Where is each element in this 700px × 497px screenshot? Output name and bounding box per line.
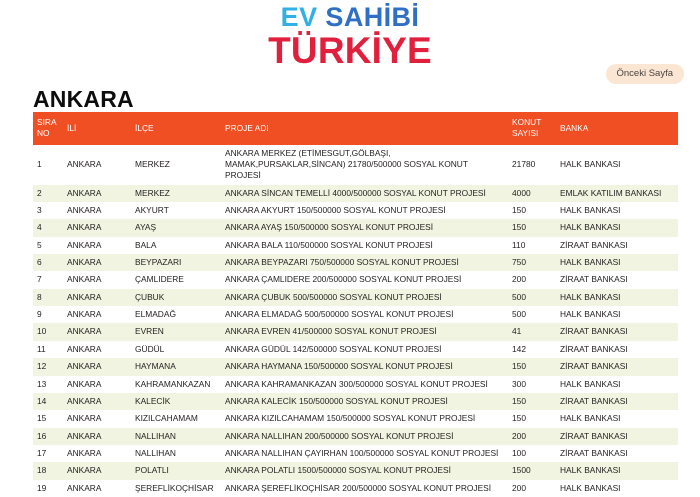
cell-ilce: BEYPAZARI	[131, 254, 221, 271]
cell-ilce: EVREN	[131, 323, 221, 340]
cell-banka: ZİRAAT BANKASI	[556, 445, 678, 462]
cell-il: ANKARA	[63, 376, 131, 393]
cell-banka: HALK BANKASI	[556, 145, 678, 185]
cell-ilce: KAHRAMANKAZAN	[131, 376, 221, 393]
cell-konut-sayisi: 750	[508, 254, 556, 271]
cell-il: ANKARA	[63, 202, 131, 219]
cell-il: ANKARA	[63, 219, 131, 236]
cell-proje-adi: ANKARA BEYPAZARI 750/500000 SOSYAL KONUT PROJESİ	[221, 254, 508, 271]
table-header-row	[33, 112, 678, 145]
cell-il: ANKARA	[63, 341, 131, 358]
cell-banka: EMLAK KATILIM BANKASI	[556, 185, 678, 202]
table-row[interactable]	[33, 185, 678, 202]
cell-il: ANKARA	[63, 410, 131, 427]
cell-il: ANKARA	[63, 145, 131, 185]
housing-projects-table	[33, 112, 678, 497]
cell-banka: HALK BANKASI	[556, 289, 678, 306]
cell-sira-no: 9	[33, 306, 63, 323]
cell-sira-no: 5	[33, 237, 63, 254]
page-title: ANKARA	[33, 86, 134, 112]
cell-sira-no: 16	[33, 428, 63, 445]
cell-sira-no: 19	[33, 480, 63, 497]
cell-proje-adi: ANKARA MERKEZ (ETİMESGUT,GÖLBAŞI, MAMAK,PURSAKLAR,SİNCAN) 21780/500000 SOSYAL KONUT PROJESİ	[221, 145, 508, 185]
cell-proje-adi: ANKARA SİNCAN TEMELLİ 4000/500000 SOSYAL KONUT PROJESİ	[221, 185, 508, 202]
table-body	[33, 145, 678, 497]
cell-sira-no: 11	[33, 341, 63, 358]
cell-ilce: KALECİK	[131, 393, 221, 410]
cell-konut-sayisi: 150	[508, 410, 556, 427]
cell-il: ANKARA	[63, 480, 131, 497]
cell-il: ANKARA	[63, 323, 131, 340]
cell-il: ANKARA	[63, 445, 131, 462]
cell-proje-adi: ANKARA ÇUBUK 500/500000 SOSYAL KONUT PROJESİ	[221, 289, 508, 306]
cell-ilce: AKYURT	[131, 202, 221, 219]
table-row[interactable]	[33, 376, 678, 393]
cell-sira-no: 1	[33, 145, 63, 185]
cell-ilce: POLATLI	[131, 462, 221, 479]
column-header-proje-adi: PROJE ADI	[221, 112, 508, 145]
cell-proje-adi: ANKARA GÜDÜL 142/500000 SOSYAL KONUT PROJESİ	[221, 341, 508, 358]
cell-ilce: NALLIHAN	[131, 445, 221, 462]
cell-konut-sayisi: 21780	[508, 145, 556, 185]
cell-sira-no: 2	[33, 185, 63, 202]
cell-ilce: HAYMANA	[131, 358, 221, 375]
cell-banka: ZİRAAT BANKASI	[556, 358, 678, 375]
cell-konut-sayisi: 110	[508, 237, 556, 254]
cell-sira-no: 7	[33, 271, 63, 288]
cell-ilce: MERKEZ	[131, 185, 221, 202]
cell-banka: ZİRAAT BANKASI	[556, 393, 678, 410]
cell-proje-adi: ANKARA ŞEREFLİKOÇHİSAR 200/500000 SOSYAL KONUT PROJESİ	[221, 480, 508, 497]
cell-banka: HALK BANKASI	[556, 306, 678, 323]
cell-ilce: ÇUBUK	[131, 289, 221, 306]
cell-proje-adi: ANKARA KIZILCAHAMAM 150/500000 SOSYAL KONUT PROJESİ	[221, 410, 508, 427]
cell-konut-sayisi: 100	[508, 445, 556, 462]
column-header-ilce: İLÇE	[131, 112, 221, 145]
cell-konut-sayisi: 200	[508, 480, 556, 497]
cell-ilce: MERKEZ	[131, 145, 221, 185]
cell-konut-sayisi: 41	[508, 323, 556, 340]
cell-konut-sayisi: 500	[508, 289, 556, 306]
cell-ilce: ÇAMLIDERE	[131, 271, 221, 288]
cell-il: ANKARA	[63, 358, 131, 375]
cell-ilce: ŞEREFLİKOÇHİSAR	[131, 480, 221, 497]
cell-sira-no: 18	[33, 462, 63, 479]
table-header	[33, 112, 678, 145]
cell-konut-sayisi: 150	[508, 393, 556, 410]
cell-banka: ZİRAAT BANKASI	[556, 237, 678, 254]
logo-word-sahibi: SAHİBİ	[325, 2, 420, 32]
cell-proje-adi: ANKARA AYAŞ 150/500000 SOSYAL KONUT PROJESİ	[221, 219, 508, 236]
cell-il: ANKARA	[63, 237, 131, 254]
cell-konut-sayisi: 142	[508, 341, 556, 358]
cell-proje-adi: ANKARA NALLIHAN ÇAYIRHAN 100/500000 SOSYAL KONUT PROJESİ	[221, 445, 508, 462]
cell-sira-no: 8	[33, 289, 63, 306]
cell-il: ANKARA	[63, 289, 131, 306]
cell-il: ANKARA	[63, 306, 131, 323]
cell-banka: HALK BANKASI	[556, 376, 678, 393]
cell-il: ANKARA	[63, 185, 131, 202]
cell-proje-adi: ANKARA ÇAMLIDERE 200/500000 SOSYAL KONUT PROJESİ	[221, 271, 508, 288]
cell-sira-no: 4	[33, 219, 63, 236]
cell-il: ANKARA	[63, 393, 131, 410]
table-row[interactable]	[33, 202, 678, 219]
cell-konut-sayisi: 200	[508, 271, 556, 288]
table-row[interactable]	[33, 358, 678, 375]
cell-il: ANKARA	[63, 254, 131, 271]
cell-proje-adi: ANKARA AKYURT 150/500000 SOSYAL KONUT PROJESİ	[221, 202, 508, 219]
housing-projects-table-container	[33, 112, 678, 497]
table-row[interactable]	[33, 410, 678, 427]
cell-banka: ZİRAAT BANKASI	[556, 341, 678, 358]
cell-proje-adi: ANKARA HAYMANA 150/500000 SOSYAL KONUT PROJESİ	[221, 358, 508, 375]
column-header-sira-no: SIRA NO	[33, 112, 63, 145]
cell-sira-no: 12	[33, 358, 63, 375]
cell-ilce: BALA	[131, 237, 221, 254]
cell-proje-adi: ANKARA EVREN 41/500000 SOSYAL KONUT PROJESİ	[221, 323, 508, 340]
table-row[interactable]	[33, 445, 678, 462]
table-row[interactable]	[33, 254, 678, 271]
cell-konut-sayisi: 1500	[508, 462, 556, 479]
cell-konut-sayisi: 300	[508, 376, 556, 393]
cell-banka: ZİRAAT BANKASI	[556, 428, 678, 445]
cell-ilce: GÜDÜL	[131, 341, 221, 358]
cell-proje-adi: ANKARA ELMADAĞ 500/500000 SOSYAL KONUT PROJESİ	[221, 306, 508, 323]
cell-banka: HALK BANKASI	[556, 410, 678, 427]
cell-banka: ZİRAAT BANKASI	[556, 271, 678, 288]
column-header-banka: BANKA	[556, 112, 678, 145]
cell-konut-sayisi: 4000	[508, 185, 556, 202]
cell-banka: HALK BANKASI	[556, 219, 678, 236]
cell-il: ANKARA	[63, 428, 131, 445]
table-row[interactable]	[33, 306, 678, 323]
table-row[interactable]	[33, 219, 678, 236]
table-row[interactable]	[33, 393, 678, 410]
table-row[interactable]	[33, 237, 678, 254]
cell-konut-sayisi: 150	[508, 202, 556, 219]
cell-sira-no: 10	[33, 323, 63, 340]
cell-proje-adi: ANKARA KALECİK 150/500000 SOSYAL KONUT PROJESİ	[221, 393, 508, 410]
cell-ilce: ELMADAĞ	[131, 306, 221, 323]
table-row[interactable]	[33, 145, 678, 185]
cell-sira-no: 14	[33, 393, 63, 410]
cell-konut-sayisi: 150	[508, 358, 556, 375]
cell-proje-adi: ANKARA POLATLI 1500/500000 SOSYAL KONUT PROJESİ	[221, 462, 508, 479]
column-header-il: İLİ	[63, 112, 131, 145]
cell-banka: HALK BANKASI	[556, 462, 678, 479]
cell-banka: ZİRAAT BANKASI	[556, 323, 678, 340]
previous-page-button[interactable]: Önceki Sayfa	[606, 64, 685, 84]
cell-proje-adi: ANKARA BALA 110/500000 SOSYAL KONUT PROJESİ	[221, 237, 508, 254]
cell-ilce: AYAŞ	[131, 219, 221, 236]
cell-il: ANKARA	[63, 271, 131, 288]
cell-sira-no: 6	[33, 254, 63, 271]
cell-konut-sayisi: 200	[508, 428, 556, 445]
cell-sira-no: 3	[33, 202, 63, 219]
cell-proje-adi: ANKARA KAHRAMANKAZAN 300/500000 SOSYAL KONUT PROJESİ	[221, 376, 508, 393]
cell-konut-sayisi: 500	[508, 306, 556, 323]
table-row[interactable]	[33, 462, 678, 479]
cell-banka: HALK BANKASI	[556, 202, 678, 219]
logo-word-ev: EV	[280, 2, 318, 32]
table-row[interactable]	[33, 341, 678, 358]
table-row[interactable]	[33, 289, 678, 306]
column-header-konut-sayisi: KONUT SAYISI	[508, 112, 556, 145]
cell-ilce: KIZILCAHAMAM	[131, 410, 221, 427]
cell-proje-adi: ANKARA NALLIHAN 200/500000 SOSYAL KONUT PROJESİ	[221, 428, 508, 445]
cell-banka: HALK BANKASI	[556, 480, 678, 497]
logo-word-turkiye: TÜRKİYE	[268, 30, 432, 71]
logo-line-top	[0, 4, 700, 31]
table-row[interactable]	[33, 271, 678, 288]
cell-sira-no: 15	[33, 410, 63, 427]
cell-banka: HALK BANKASI	[556, 254, 678, 271]
cell-sira-no: 13	[33, 376, 63, 393]
table-row[interactable]	[33, 323, 678, 340]
cell-sira-no: 17	[33, 445, 63, 462]
cell-konut-sayisi: 150	[508, 219, 556, 236]
cell-il: ANKARA	[63, 462, 131, 479]
site-logo	[0, 4, 700, 71]
cell-ilce: NALLIHAN	[131, 428, 221, 445]
table-row[interactable]	[33, 480, 678, 497]
table-row[interactable]	[33, 428, 678, 445]
